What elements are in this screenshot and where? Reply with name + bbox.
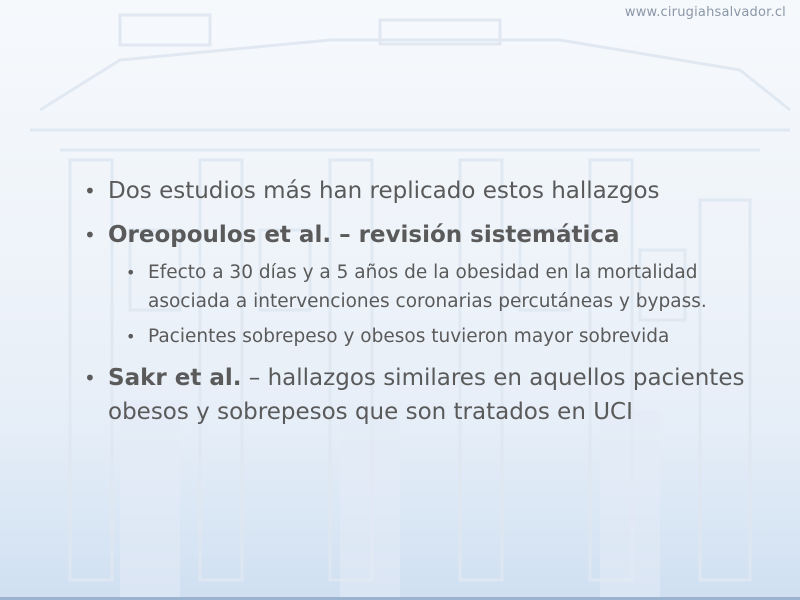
sub-bullet-item-2: [108, 322, 782, 351]
main-bullet-list: [82, 174, 782, 429]
bullet-text-bold: Sakr et al.: [108, 365, 242, 391]
bullet-text: Dos estudios más han replicado estos hallazgos: [108, 178, 660, 204]
bullet-icon: •: [84, 223, 96, 247]
bullet-text: Oreopoulos et al. – revisión sistemática: [108, 222, 620, 248]
sub-bullet-text: Efecto a 30 días y a 5 años de la obesidad en la mortalidad asociada a intervenciones coronarias percutáneas y bypass.: [148, 262, 707, 312]
sub-bullet-list: [108, 258, 782, 351]
website-watermark: www.cirugiahsalvador.cl: [624, 5, 786, 20]
bullet-icon: •: [84, 179, 96, 203]
bullet-text-rest: – hallazgos similares en aquellos pacientes obesos y sobrepesos que son tratados en UCI: [108, 365, 745, 425]
sub-bullet-text: Pacientes sobrepeso y obesos tuvieron mayor sobrevida: [148, 326, 670, 347]
bullet-item-3: [82, 361, 782, 429]
bullet-item-1: [82, 174, 782, 208]
bullet-list-content: [82, 174, 782, 439]
sub-bullet-icon: •: [126, 327, 136, 346]
bullet-icon: •: [84, 366, 96, 390]
sub-bullet-icon: •: [126, 263, 136, 282]
bullet-item-2: [82, 218, 782, 351]
sub-bullet-item-1: [108, 258, 782, 316]
